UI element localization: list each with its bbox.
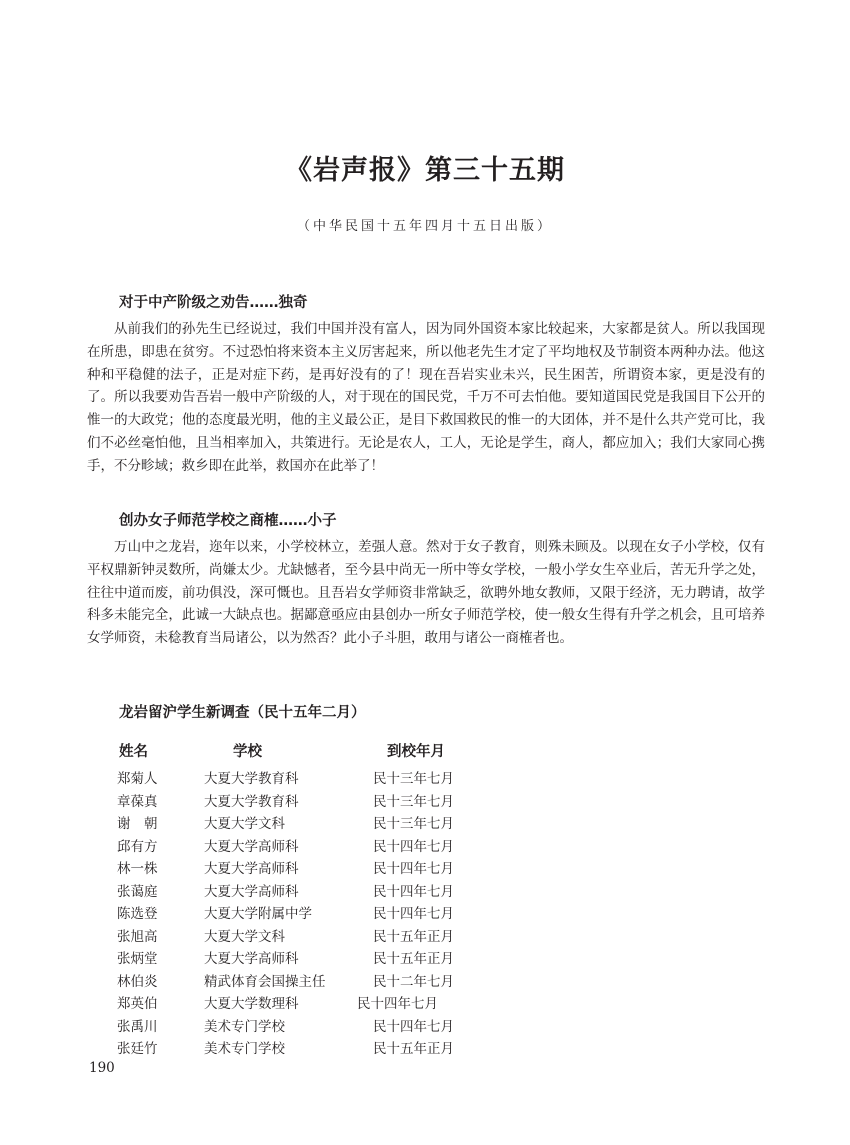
student-name: 郑菊人 [117, 771, 158, 787]
arrival-date: 民十四年七月 [357, 996, 438, 1012]
student-school: 大夏大学高师科 [204, 883, 299, 900]
table-row [0, 948, 850, 971]
arrival-date: 民十四年七月 [373, 861, 454, 877]
arrival-date: 民十四年七月 [373, 883, 454, 900]
student-school: 大夏大学文科 [204, 816, 285, 832]
arrival-date: 民十五年正月 [373, 951, 454, 967]
student-school: 大夏大学附属中学 [204, 906, 312, 922]
student-name: 林伯炎 [117, 973, 158, 990]
arrival-date: 民十五年正月 [373, 928, 454, 945]
student-school: 大夏大学数理科 [204, 996, 299, 1012]
arrival-date: 民十四年七月 [373, 906, 454, 922]
student-table [0, 768, 850, 1061]
arrival-date: 民十四年七月 [373, 1018, 454, 1035]
table-row [0, 858, 850, 881]
table-row [0, 813, 850, 836]
arrival-date: 民十三年七月 [373, 793, 454, 810]
arrival-date: 民十四年七月 [373, 838, 454, 855]
article-heading-middle-class: 对于中产阶级之劝告……独奇 [119, 295, 308, 311]
table-row [0, 881, 850, 904]
student-name: 张禹川 [117, 1018, 158, 1035]
student-name: 张廷竹 [117, 1041, 158, 1057]
column-header-school: 学校 [233, 744, 262, 760]
student-name: 陈选登 [117, 906, 158, 922]
student-name: 章葆真 [117, 793, 158, 810]
student-name: 谢 朝 [117, 816, 158, 832]
arrival-date: 民十二年七月 [373, 973, 454, 990]
table-row [0, 768, 850, 791]
table-row [0, 903, 850, 926]
table-row [0, 1038, 850, 1061]
arrival-date: 民十三年七月 [373, 771, 454, 787]
student-name: 郑英伯 [117, 996, 158, 1012]
student-school: 美术专门学校 [204, 1041, 285, 1057]
table-row [0, 993, 850, 1016]
student-school: 大夏大学文科 [204, 928, 285, 945]
page-number: 190 [89, 1060, 115, 1076]
student-name: 张蔼庭 [117, 883, 158, 900]
arrival-date: 民十三年七月 [373, 816, 454, 832]
student-name: 林一株 [117, 861, 158, 877]
student-name: 张炳堂 [117, 951, 158, 967]
student-school: 大夏大学高师科 [204, 838, 299, 855]
page-title: 《岩声报》第三十五期 [285, 155, 565, 186]
column-header-name: 姓名 [119, 744, 148, 760]
article-body-girls-normal-school: 万山中之龙岩，迩年以来，小学校林立，差强人意。然对于女子教育，则殊未顾及。以现在女子小学校，仅有平权鼎新钟灵数所，尚嫌太少。尤缺憾者，至今县中尚无一所中等女学校，一般小学女生卒业后，苦无升学之处，往往中道而废，前功俱没，深可慨也。且吾岩女学师资非常缺乏，欲聘外地女教师，又限于经济，无力聘请，故学科多未能完全，此诚一大缺点也。据鄙意亟应由县创办一所女子师范学校，使一般女生得有升学之机会，且可培养女学师资，未稔教育当局诸公，以为然否？此小子斗胆，敢用与诸公一商榷者也。 [87, 539, 765, 647]
table-row [0, 926, 850, 949]
survey-heading: 龙岩留沪学生新调查（民十五年二月） [119, 705, 366, 721]
arrival-date: 民十五年正月 [373, 1041, 454, 1057]
article-heading-girls-normal-school: 创办女子师范学校之商榷……小子 [119, 513, 337, 529]
publication-date: （中华民国十五年四月十五日出版） [296, 219, 553, 234]
table-row [0, 971, 850, 994]
table-row [0, 791, 850, 814]
table-row [0, 1016, 850, 1039]
article-body-middle-class: 从前我们的孙先生已经说过，我们中国并没有富人，因为同外国资本家比较起来，大家都是贫人。所以我国现在所患，即患在贫穷。不过恐怕将来资本主义厉害起来，所以他老先生才定了平均地权及节制资本两种办法。他这种和平稳健的法子，正是对症下药，是再好没有的了！现在吾岩实业未兴，民生困苦，所谓资本家，更是没有的了。所以我要劝告吾岩一般中产阶级的人，对于现在的国民党，千万不可去怕他。要知道国民党是我国目下公开的惟一的大政党；他的态度最光明，他的主义最公正，是目下救国救民的惟一的大团体，并不是什么共产党可比，我们不必丝毫怕他，且当相率加入，共策进行。无论是农人，工人，无论是学生，商人，都应加入；我们大家同心携手，不分畛域；救乡即在此举，救国亦在此举了！ [87, 321, 765, 474]
table-row [0, 836, 850, 859]
student-school: 大夏大学高师科 [204, 861, 299, 877]
student-school: 精武体育会国操主任 [204, 973, 326, 990]
student-name: 邱有方 [117, 838, 158, 855]
student-school: 大夏大学教育科 [204, 793, 299, 810]
student-school: 大夏大学教育科 [204, 771, 299, 787]
student-name: 张旭高 [117, 928, 158, 945]
column-header-date: 到校年月 [387, 744, 445, 760]
student-school: 大夏大学高师科 [204, 951, 299, 967]
student-school: 美术专门学校 [204, 1018, 285, 1035]
